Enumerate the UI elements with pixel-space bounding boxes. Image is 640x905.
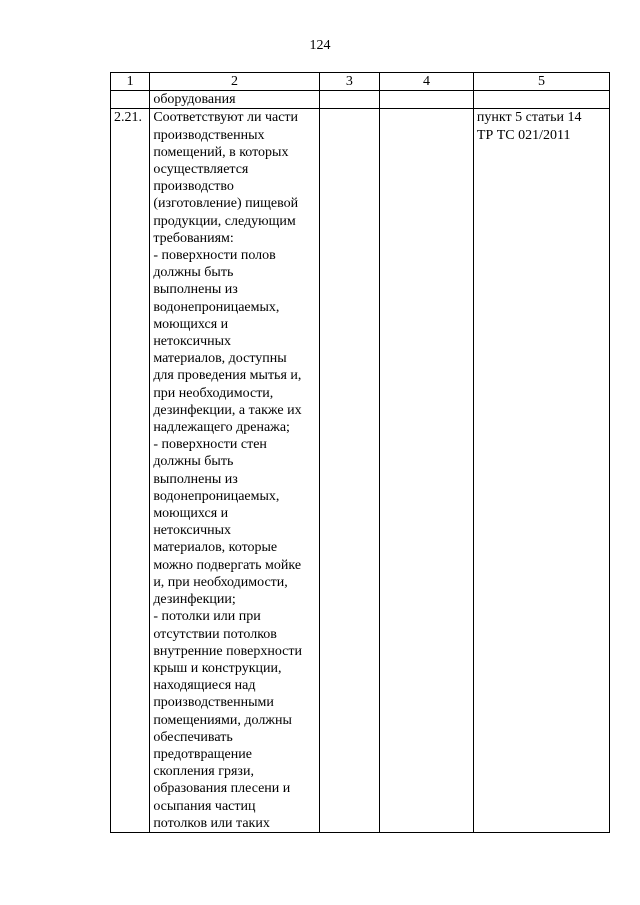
cell-text-line: для проведения мытья и, bbox=[153, 368, 302, 384]
cell-text-line: водонепроницаемых, bbox=[153, 299, 280, 315]
cell-text-line: потолков или таких bbox=[153, 815, 270, 831]
cell-col4 bbox=[380, 109, 474, 833]
cell-text-line: - потолки или при bbox=[153, 609, 261, 625]
cell-text-line: должны быть bbox=[153, 265, 234, 281]
cell-text-line: выполнены из bbox=[153, 471, 238, 487]
cell-requirement bbox=[150, 109, 319, 833]
cell-col3 bbox=[319, 91, 379, 109]
cell-text-line: моющихся и bbox=[153, 316, 229, 332]
cell-text-line: - поверхности стен bbox=[153, 437, 267, 453]
cell-text-line: (изготовление) пищевой bbox=[153, 196, 299, 212]
cell-reference bbox=[473, 91, 609, 109]
cell-text-line: ТР ТС 021/2011 bbox=[476, 127, 571, 143]
cell-text-line: производство bbox=[153, 179, 234, 195]
cell-text-line: выполнены из bbox=[153, 282, 238, 298]
cell-text-line: можно подвергать мойке bbox=[153, 557, 302, 573]
cell-text-line: помещений, в которых bbox=[153, 144, 289, 160]
column-header-5: 5 bbox=[473, 73, 609, 91]
cell-text-line: - поверхности полов bbox=[153, 248, 276, 264]
cell-number: 2.21. bbox=[111, 109, 150, 833]
cell-text-line: предотвращение bbox=[153, 746, 252, 762]
cell-text-line: материалов, которые bbox=[153, 540, 278, 556]
cell-text-line: образования плесени и bbox=[153, 781, 291, 797]
cell-text-line: обеспечивать bbox=[153, 729, 233, 745]
cell-text-line: осуществляется bbox=[153, 162, 249, 178]
cell-text-line: требованиям: bbox=[153, 230, 234, 246]
cell-text-line: производственных bbox=[153, 127, 265, 143]
column-header-4: 4 bbox=[380, 73, 474, 91]
requirements-table bbox=[110, 72, 610, 833]
cell-text-line: материалов, доступны bbox=[153, 351, 287, 367]
table-header-row bbox=[111, 73, 610, 91]
cell-text-line: пункт 5 статьи 14 bbox=[476, 110, 582, 126]
column-header-3: 3 bbox=[319, 73, 379, 91]
table-row bbox=[111, 109, 610, 833]
page-number: 124 bbox=[309, 38, 331, 53]
cell-text-line: продукции, следующим bbox=[153, 213, 296, 229]
cell-requirement: оборудования bbox=[150, 91, 319, 109]
cell-text-line: нетоксичных bbox=[153, 334, 232, 350]
cell-text-line: находящиеся над bbox=[153, 678, 256, 694]
cell-reference bbox=[473, 109, 609, 833]
cell-text-line: дезинфекции; bbox=[153, 592, 236, 608]
column-header-2: 2 bbox=[150, 73, 319, 91]
cell-text-line: надлежащего дренажа; bbox=[153, 420, 290, 436]
cell-text-line: водонепроницаемых, bbox=[153, 488, 280, 504]
cell-text-line: Соответствуют ли части bbox=[153, 110, 299, 126]
cell-col3 bbox=[319, 109, 379, 833]
cell-text-line: производственными bbox=[153, 695, 274, 711]
table-row bbox=[111, 91, 610, 109]
cell-text-line: моющихся и bbox=[153, 506, 229, 522]
cell-text-line: скопления грязи, bbox=[153, 764, 254, 780]
cell-text-line: внутренние поверхности bbox=[153, 643, 303, 659]
cell-text-line: при необходимости, bbox=[153, 385, 274, 401]
cell-number bbox=[111, 91, 150, 109]
cell-text-line: осыпания частиц bbox=[153, 798, 256, 814]
cell-text-line: должны быть bbox=[153, 454, 234, 470]
cell-col4 bbox=[380, 91, 474, 109]
cell-text-line: помещениями, должны bbox=[153, 712, 292, 728]
cell-text-line: крыш и конструкции, bbox=[153, 660, 282, 676]
column-header-1: 1 bbox=[111, 73, 150, 91]
cell-text-line: дезинфекции, а также их bbox=[153, 402, 302, 418]
cell-text-line: и, при необходимости, bbox=[153, 574, 288, 590]
cell-text-line: отсутствии потолков bbox=[153, 626, 277, 642]
cell-text-line: нетоксичных bbox=[153, 523, 232, 539]
